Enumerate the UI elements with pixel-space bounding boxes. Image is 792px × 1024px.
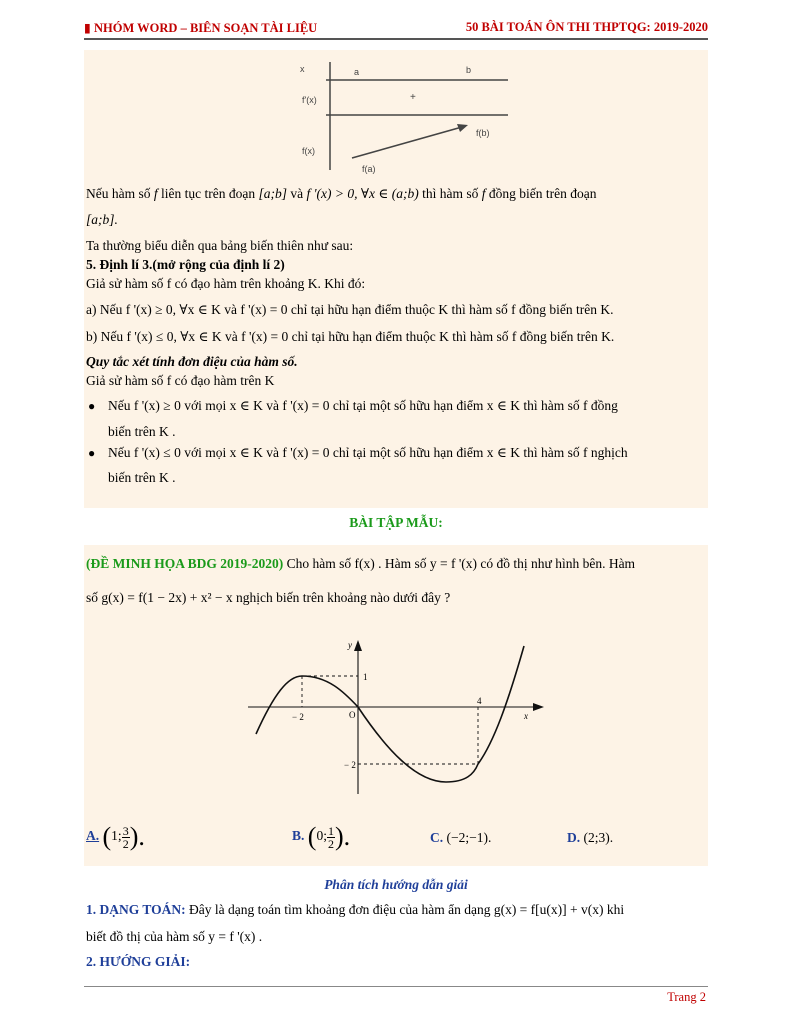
vt-a: a xyxy=(354,67,360,77)
bullet-icon: ● xyxy=(88,446,96,460)
solution-s1-line2: biết đồ thị của hàm số y = f '(x) . xyxy=(86,929,263,944)
graph-y-label: y xyxy=(348,640,352,650)
vt-b: b xyxy=(466,65,472,75)
header-left xyxy=(84,20,317,36)
flag-icon: ▮ xyxy=(84,21,91,35)
bullet1-line1: Nếu f '(x) ≥ 0 với mọi x ∈ K và f '(x) = 0 chỉ tại một số hữu hạn điểm x ∈ K thì hàm số f đồng xyxy=(108,398,618,413)
bullet2-line2: biến trên K . xyxy=(108,470,176,485)
vt-f: f(x) xyxy=(302,146,315,156)
answer-b[interactable]: B. (0; $\frac{1}{2}$ ). xyxy=(292,822,351,851)
graph-tick-neg2: − 2 xyxy=(292,712,304,722)
y-axis-arrow-icon xyxy=(354,640,362,651)
vt-x: x xyxy=(300,64,305,74)
vt-fb: f(b) xyxy=(476,128,490,138)
bullet2-line1: Nếu f '(x) ≤ 0 với mọi x ∈ K và f '(x) = 0 chỉ tại một số hữu hạn điểm x ∈ K thì hàm số f nghịch xyxy=(108,445,628,460)
header-right: 50 BÀI TOÁN ÔN THI THPTQG: 2019-2020 xyxy=(465,20,708,34)
answer-d[interactable]: D. (2;3). xyxy=(567,830,614,845)
bullet-icon: ● xyxy=(88,399,96,413)
graph-tick-yneg2: − 2 xyxy=(344,760,356,770)
arrow-icon xyxy=(457,124,468,132)
vt-plus: + xyxy=(410,92,416,103)
solution-title: Phân tích hướng dẫn giải xyxy=(324,877,468,892)
answer-a[interactable]: A. (1; $\frac{3}{2}$ ). xyxy=(86,822,145,851)
vt-fa: f(a) xyxy=(362,164,376,174)
rule-p: Giả sử hàm số f có đạo hàm trên K xyxy=(86,373,275,388)
solution-s2-head: 2. HƯỚNG GIẢI: xyxy=(86,954,191,969)
theory-p3: Giả sử hàm số f có đạo hàm trên khoảng K. Khi đó: xyxy=(86,276,366,291)
graph-origin: O xyxy=(349,710,356,720)
problem-line1: (ĐỀ MINH HỌA BDG 2019-2020) Cho hàm số f(x) . Hàm số y = f '(x) có đồ thị như hình bên. Hàm xyxy=(86,556,636,571)
x-axis-arrow-icon xyxy=(533,703,544,711)
problem-source: (ĐỀ MINH HỌA BDG 2019-2020) xyxy=(86,556,284,571)
answer-c[interactable]: C. (−2;−1). xyxy=(430,830,492,845)
solution-s1-line1: 1. DẠNG TOÁN: Đây là dạng toán tìm khoảng đơn điệu của hàm ẩn dạng g(x) = f[u(x)] + v(x) khi xyxy=(86,902,625,917)
graph-tick-4: 4 xyxy=(477,696,482,706)
graph-tick-1: 1 xyxy=(363,672,368,682)
footer-divider xyxy=(84,986,708,987)
theory-p1: Nếu hàm số f liên tục trên đoạn [a;b] và f '(x) > 0, ∀x ∈ (a;b) thì hàm số f đồng biến trên đoạn xyxy=(86,186,597,201)
header-left-text: NHÓM WORD – BIÊN SOẠN TÀI LIỆU xyxy=(94,21,318,35)
theory-pa: a) Nếu f '(x) ≥ 0, ∀x ∈ K và f '(x) = 0 chỉ tại hữu hạn điểm thuộc K thì hàm số f đồng biến trên K. xyxy=(86,302,614,317)
vt-fprime: f'(x) xyxy=(302,95,317,105)
page-number: Trang 2 xyxy=(667,990,706,1004)
rule-title: Quy tắc xét tính đơn điệu của hàm số. xyxy=(86,354,298,369)
section-title: BÀI TẬP MẪU: xyxy=(349,515,443,530)
bullet1-line2: biến trên K . xyxy=(108,424,176,439)
derivative-graph xyxy=(246,634,546,798)
theory-p1-end: [a;b]. xyxy=(86,212,118,227)
problem-line2: số g(x) = f(1 − 2x) + x² − x nghịch biến trên khoảng nào dưới đây ? xyxy=(86,590,451,605)
header-divider xyxy=(84,38,708,40)
theory-pb: b) Nếu f '(x) ≤ 0, ∀x ∈ K và f '(x) = 0 chỉ tại hữu hạn điểm thuộc K thì hàm số f đồng biến trên K. xyxy=(86,329,615,344)
variation-table xyxy=(286,58,516,176)
graph-x-label: x xyxy=(524,711,528,721)
theorem-3-title: 5. Định lí 3.(mở rộng của định lí 2) xyxy=(86,257,285,272)
theory-p2: Ta thường biểu diễn qua bảng biến thiên như sau: xyxy=(86,238,354,253)
